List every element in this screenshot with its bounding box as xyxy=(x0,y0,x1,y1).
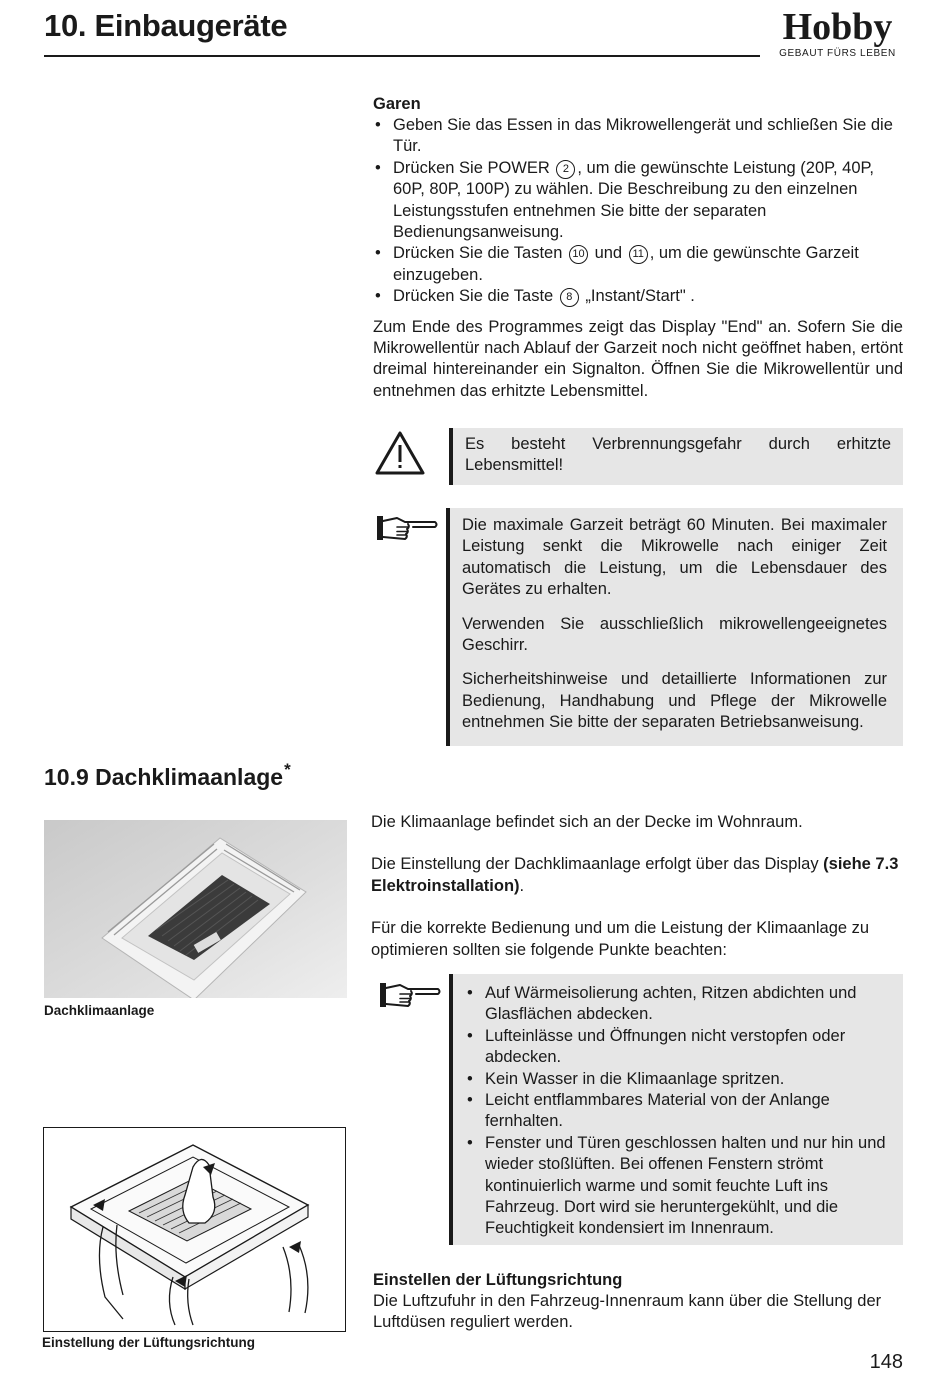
garen-steps xyxy=(373,115,903,308)
section-paragraph-location: Die Klimaanlage befindet sich an der Decke im Wohnraum. xyxy=(371,813,803,831)
garen-step-3 xyxy=(373,243,903,286)
garen-step-3-text-a: Drücken Sie die Tasten xyxy=(393,244,563,263)
section-paragraph-display-reference: (siehe 7.3 Elektroinstallation) xyxy=(371,855,899,895)
logo-brand: Hobby xyxy=(782,6,893,48)
section-paragraph-display-text: Die Einstellung der Dachklimaanlage erfolgt über das Display xyxy=(371,855,824,874)
note-paragraph: Sicherheitshinweise und detaillierte Informationen zur Bedienung, Handhabung und Pflege der Mikrowelle entnehmen Sie bitte der separaten Betriebsanweisung. xyxy=(462,670,887,732)
garen-step-1 xyxy=(373,115,903,158)
garen-step-2 xyxy=(373,158,903,244)
ac-tip xyxy=(465,1133,887,1240)
section-heading-footnote-mark: * xyxy=(284,760,291,779)
drawing-caption: Einstellung der Lüftungsrichtung xyxy=(42,1335,255,1350)
roof-ac-photo xyxy=(44,820,347,998)
ac-tip-text: Fenster und Türen geschlossen halten und nur hin und wieder stoßlüften. Bei offenen Fenstern strömt kontinuierlich warme und somit feuchte Luft ins Fahrzeug. Dort wird sie heruntergekühlt, und die Feuchtigkeit kondensiert im Innenraum. xyxy=(485,1133,886,1238)
brand-logo xyxy=(765,8,910,59)
garen-step-3-text-mid: und xyxy=(594,244,623,263)
key-number-badge: 10 xyxy=(569,245,588,264)
garen-step-4-text-a: Drücken Sie die Taste xyxy=(393,287,554,306)
garen-section xyxy=(373,94,903,402)
section-heading xyxy=(44,760,291,791)
page-number: 148 xyxy=(869,1351,903,1373)
warning-box xyxy=(449,428,903,485)
section-intro xyxy=(371,812,903,961)
warning-triangle-icon xyxy=(374,430,426,476)
ac-tip xyxy=(465,1069,887,1090)
garen-step-3-text-b: , um die gewünschte Garzeit einzugeben. xyxy=(393,244,859,284)
garen-step-4-text-b: „Instant/Start" . xyxy=(585,287,695,306)
ac-tip xyxy=(465,1026,887,1069)
ac-tips-list xyxy=(465,983,887,1240)
ac-tip xyxy=(465,983,887,1026)
warning-text: Es besteht Verbrennungsgefahr durch erhitzte Lebensmittel! xyxy=(465,435,891,475)
pointing-hand-icon xyxy=(375,513,439,543)
section-paragraph-optimize: Für die korrekte Bedienung und um die Leistung der Klimaanlage zu optimieren sollten sie folgende Punkte beachten: xyxy=(371,919,870,959)
ac-tip-text: Lufteinlässe und Öffnungen nicht verstopfen oder abdecken. xyxy=(485,1026,846,1067)
section-heading-text: 10.9 Dachklimaanlage xyxy=(44,764,284,790)
garen-step-4 xyxy=(373,286,903,307)
airflow-text: Die Luftzufuhr in den Fahrzeug-Innenraum kann über die Stellung der Luftdüsen reguliert werden. xyxy=(373,1292,882,1332)
key-number-badge: 2 xyxy=(556,160,575,179)
ac-tip-text: Kein Wasser in die Klimaanlage spritzen. xyxy=(485,1069,785,1088)
ac-tip xyxy=(465,1090,887,1133)
key-number-badge: 8 xyxy=(560,288,579,307)
logo-tagline: GEBAUT FÜRS LEBEN xyxy=(779,48,896,59)
note-box-ac-tips xyxy=(449,974,903,1245)
garen-paragraph: Zum Ende des Programmes zeigt das Display "End" an. Sofern Sie die Mikrowellentür nach Ablauf der Garzeit noch nicht geöffnet haben, ertönt dreimal hintereinander ein Signalton. Öffnen Sie die Mikrowellentür und entnehmen das erhitzte Lebensmittel. xyxy=(373,317,903,400)
key-number-badge: 11 xyxy=(629,245,648,264)
garen-step-2-text-a: Drücken Sie POWER xyxy=(393,158,550,177)
garen-heading: Garen xyxy=(373,95,421,113)
vent-adjustment-drawing xyxy=(43,1127,346,1332)
garen-step-2-text-b: , um die gewünschte Leistung (20P, 40P, 60P, 80P, 100P) zu wählen. Die Beschreibung zu den einzelnen Leistungsstufen entnehmen Sie bitte der separaten Bedienungsanweisung. xyxy=(393,158,874,242)
photo-caption: Dachklimaanlage xyxy=(44,1003,155,1018)
ac-tip-text: Auf Wärmeisolierung achten, Ritzen abdichten und Glasflächen abdecken. xyxy=(485,984,857,1024)
note-paragraph: Die maximale Garzeit beträgt 60 Minuten. Bei maximaler Leistung senkt die Mikrowelle nach einiger Zeit automatisch die Leistung, um die Lebensdauer des Gerätes zu erhalten. xyxy=(462,516,887,599)
note-box-microwave xyxy=(446,508,903,746)
note-paragraph: Verwenden Sie ausschließlich mikrowellengeeignetes Geschirr. xyxy=(462,614,887,655)
ac-tip-text: Leicht entflammbares Material von der Anlange fernhalten. xyxy=(485,1091,830,1131)
garen-step-1-text: Geben Sie das Essen in das Mikrowellengerät und schließen Sie die Tür. xyxy=(393,116,893,156)
airflow-section xyxy=(373,1270,903,1334)
page-title: 10. Einbaugeräte xyxy=(44,8,288,43)
airflow-heading: Einstellen der Lüftungsrichtung xyxy=(373,1271,623,1289)
section-paragraph-display-end: . xyxy=(519,876,525,895)
pointing-hand-icon xyxy=(378,980,442,1010)
section-paragraph-display xyxy=(371,854,903,897)
header-rule xyxy=(44,55,760,57)
